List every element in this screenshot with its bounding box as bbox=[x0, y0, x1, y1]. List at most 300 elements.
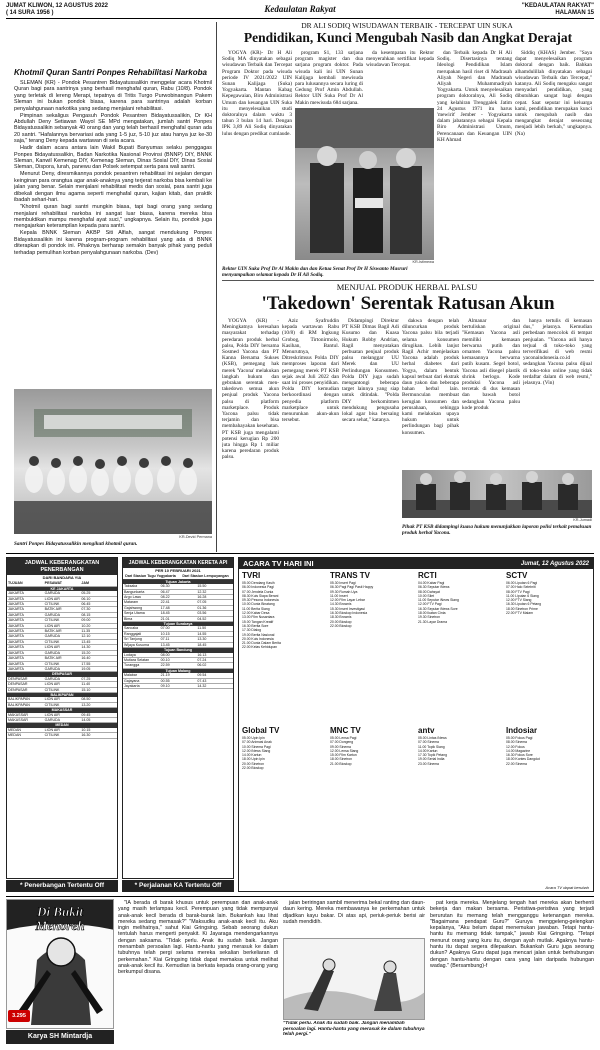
santri-group-illustration bbox=[14, 389, 212, 534]
flight-cell: BATIK AIR bbox=[44, 656, 62, 661]
story2-column bbox=[342, 318, 399, 550]
flight-cell: MEDAN bbox=[8, 727, 21, 732]
tv-program-item: 12.00 FTV Pagi bbox=[418, 602, 442, 607]
story1-paragraph: YOGYA (KR)- Dr H Ali Sodiq MA dinyatakan sebagai wisudawan Terbaik dan Tercepat Program Doktor pada wisuda periode IV 2021/2022 UIN Sunan Kalijaga (Suka) Yogyakarta. Mantan Kabag Kepegawaian, Biro Administrasi Umum dan keuangan UIN Suka itu menyelesaikan studi doktoralnya dalam waktu 3 tahun 3 bulan 14 hari. Dengan IPK 3,89 Ali Sodiq dinyatakan lulus dengan predikat cumlaude. bbox=[222, 50, 292, 137]
flight-cell: 05.25 bbox=[81, 591, 91, 596]
tv-program-item: 07.00 Jendela Dunia bbox=[242, 589, 274, 594]
tv-program-item: 12.00 FTV Siang bbox=[506, 598, 532, 603]
train-cell: 00.55 bbox=[160, 678, 170, 683]
flight-cell: JAKARTA bbox=[8, 612, 24, 617]
flight-cell: LION AIR bbox=[44, 596, 60, 601]
story2-column bbox=[523, 318, 592, 468]
javanese-date: ( 14 SURA 1956 ) bbox=[6, 10, 54, 16]
story2-paragraph: dakwa dengan telah diluncurkan produk Yacona palsu bila terjadi selama konsumen dirugikan. Lebih lanjut Ragil Achir menjelaskan Yacona adalah produk herbal diabetes dari Yogya, dalam bentuk kapsul terbuat dari ekstrak daun yakon dan beberapa bahan herbal lain. Bermunculan membuat kerugian konsumen dan perusahaan, sehingga kami melakukan upaya hukum untuk perlindungan bagi pihak konsumen. bbox=[402, 318, 459, 436]
story1-paragraph: da kesempatan itu Rektor menyerahkan sertifikat kepada wisudawan Tercepat. bbox=[366, 50, 434, 69]
train-cell: 09.54 bbox=[197, 673, 207, 678]
tv-program-item: 21.00 Dunia Dalam Berita bbox=[242, 641, 281, 646]
train-cell: 08.00 bbox=[160, 652, 170, 657]
train-schedule-table bbox=[123, 580, 233, 690]
story1-caption: Rektor UIN Suka Prof Dr Al Makin dan dan Ketua Senat Prof Dr H Siswanto Masruri menyampaikan selamat kepada Dr H Ali Sodiq. bbox=[222, 266, 408, 279]
train-cell: 18.45 bbox=[197, 642, 207, 647]
train-schedule-period: PER 10 FEBRUARI 2021 bbox=[155, 568, 201, 573]
train-cell: 16.13 bbox=[197, 652, 207, 657]
tv-program-item: 16.30 Bioskop Indonesia bbox=[330, 611, 368, 616]
flight-cell: 08.15 bbox=[81, 612, 91, 617]
flight-section-header: MAKASSAR bbox=[7, 708, 117, 712]
flight-cell: JAKARTA bbox=[8, 634, 24, 639]
tv-channel-block bbox=[330, 571, 414, 726]
tv-program-list bbox=[418, 581, 502, 624]
flight-cell: BALIKPAPAN bbox=[8, 697, 30, 702]
train-schedule-footer: * Perjalanan KA Tertentu Off bbox=[122, 880, 234, 892]
story1-column bbox=[437, 50, 512, 276]
train-cell: 06.47 bbox=[160, 589, 170, 594]
tv-program-item: 22.00 Bioskop bbox=[242, 766, 264, 771]
tv-program-item: 21.00 Bioskop bbox=[330, 761, 352, 766]
flight-cell: GARUDA bbox=[44, 666, 61, 671]
tv-program-item: 07.00 Animasi Anak bbox=[242, 740, 272, 745]
train-cell: 09.10 bbox=[160, 683, 170, 688]
serial-paragraph: jalan beriringan sambil menerima bekal ranting dan daun-daun kering. Mereka membawanya ke perkemahan untuk dijadikan kayu bakar. Di atas api, periuk-periuk berisi air sudah mendidih. bbox=[283, 900, 425, 925]
flight-cell: 10.20 bbox=[81, 623, 91, 628]
tv-program-item: 08.00 FTV Pagi bbox=[506, 589, 530, 594]
tv-program-item: 04.00 Kabar Pagi bbox=[418, 581, 445, 585]
flight-schedule-table bbox=[7, 581, 117, 738]
tv-channel-block bbox=[242, 726, 326, 881]
serial-paragraph: "IA berada di barak khusus untuk perempuan dan anak-anak yang masih terlampau kecil. Perempuan yang tidak mempunyai anak-anak kecil berada di barak-barak lain. Bukankah kau lihat mereka sedang memasak?" "Maksudku anak-anak kecil itu. Aku ingin melihatnya," sahut Kiai Gringsing. Sebab seorang dukun tentulah harus mengerti penyakit. Ki Jayaraga mendengarkannya dengan saksama. "Tidak perlu. Anak itu sudah baik. Jangan menambah persoalan lagi. Hantu-hantu yang merasuk ke dalam tubuhnya telah pergi selama mereka sekalian berkeliaran di perkemahan." Kiai Gringsing tidak dapat memaksa untuk melihat anak-anak kecil itu. Kemudian ia berkata kepada orang-orang yang berkumpul disana. bbox=[118, 900, 278, 976]
flight-cell: 14.30 bbox=[81, 645, 91, 650]
flight-column-header: PESAWAT bbox=[44, 581, 62, 586]
tv-channel-logo: TVRI bbox=[242, 571, 261, 580]
train-section-header: Tujuan Surabaya bbox=[123, 622, 233, 626]
flight-section-header: KE JAKARTA bbox=[7, 587, 117, 591]
flight-cell: 13.20 bbox=[81, 702, 91, 707]
flight-cell: JAKARTA bbox=[8, 650, 24, 655]
flight-cell: 10.15 bbox=[81, 727, 91, 732]
story2-paragraph: hanya tertulis di kemasan dus," jelasnya. Kemudian perbedaan mencolok di tempat penjualan. "Yacona asli hanya terjual di toko-toko yang terverifikasi di web resmi yaconaindonesia.co.id sedangkan Yacona palsu dijual di toko-toko online yang tidak terdaftar dalam di web resmi," jelasnya. (Vin) bbox=[523, 318, 592, 387]
train-cell: 07.43 bbox=[197, 678, 207, 683]
train-cell: Mutiara Selatan bbox=[124, 657, 150, 662]
train-cell: Bima bbox=[124, 616, 133, 621]
flight-cell: CITILINK bbox=[44, 602, 60, 607]
flight-cell: LION AIR bbox=[44, 623, 60, 628]
flight-cell: LION AIR bbox=[44, 712, 60, 717]
flight-cell: DENPASAR bbox=[8, 676, 28, 681]
train-cell: Bangunkarta bbox=[124, 589, 145, 594]
tv-program-item: 12.00 Film Layar Lebar bbox=[330, 598, 365, 603]
flight-cell: 08.50 bbox=[81, 697, 91, 702]
tv-channel-logo: antv bbox=[418, 726, 435, 735]
side-story-paragraph: Pimpinan sekaligus Pengasuh Pondok Pesantren Bidayatussalikin, Dr KH Abdullah Deny Setiawan Wayol SE MPd mengatakan, jumlah santri Ponpes Bidayatussalikin sebanyak 40 orang dan yang telah berhasil menghafal quran ada 20 santri. "Hafalannya bervariasi ada yang 1-5 juz, 5-10 juz atau hanya juz ke-30 saja," terang Deny kepada wartawan di sela acara. bbox=[14, 112, 212, 145]
flight-cell: 06.10 bbox=[81, 596, 91, 601]
flight-cell: 17.55 bbox=[81, 661, 91, 666]
tv-schedule-header bbox=[239, 558, 593, 569]
tv-program-item: 23.00 Sinema bbox=[418, 761, 439, 766]
train-cell: 12.32 bbox=[197, 589, 207, 594]
press-conference-illustration bbox=[402, 470, 592, 518]
tv-program-item: 06.30 Seputar iNews bbox=[418, 585, 450, 590]
tv-program-item: 05.00 Upin Ipin bbox=[242, 736, 265, 740]
train-cell: 15.50 bbox=[197, 584, 207, 589]
story2-photo-credit: KR-Jumadi bbox=[573, 518, 592, 522]
flight-cell: GARUDA bbox=[44, 717, 61, 722]
flight-cell: JAKARTA bbox=[8, 623, 24, 628]
tv-program-item: 21.30 Layar Drama bbox=[418, 619, 448, 624]
tv-program-item: 15.30 Insert Investigasi bbox=[330, 606, 365, 611]
side-story-paragraph: "Khotmil quran bagi santri mungkin biasa, tapi bagi orang yang sedang menjalani rehabilitasi narkoba ini sangat luar biasa, karena mereka bisa membuktikan mampu menghafal ayat suci," ungkapnya. Selain itu, pondok juga mengajarkan keterampilan kepada para santri. bbox=[14, 204, 212, 230]
train-cell: 14.55 bbox=[197, 631, 207, 636]
train-cell: 16.28 bbox=[197, 595, 207, 600]
train-cell: 07.11 bbox=[160, 637, 170, 642]
story2-column bbox=[282, 318, 339, 550]
tv-program-item: 10.00 Dunia Binatang bbox=[242, 602, 275, 607]
tv-channel-logo: Global TV bbox=[242, 726, 280, 735]
tv-program-item: 07.00 Halo Selebriti bbox=[506, 585, 536, 590]
tv-program-item: 10.00 Silet bbox=[418, 593, 435, 598]
scene-drawing bbox=[284, 939, 425, 1020]
tv-program-item: 05.00 Dendang Kasih bbox=[242, 581, 275, 585]
header-rule bbox=[6, 18, 594, 19]
tv-program-item: 20.00 Kuis Indonesia bbox=[242, 636, 274, 641]
tv-program-item: 05.00 Lintas iNews bbox=[418, 736, 447, 740]
flight-cell: 19.05 bbox=[81, 666, 91, 671]
tv-program-item: 06.30 Pagi Pagi Pasti Happy bbox=[330, 585, 374, 590]
masthead-logo: Kedaulatan Rakyat bbox=[264, 4, 336, 14]
side-story-paragraph: Menurut Deny, diresmikannya pondok pesantren rehabilitasi ini sejalan dengan keinginan para orangtua agar anak-anaknya yang terjerat narkoba bisa kembali ke jalan yang benar. Selain menjalani rehabilitasi medis dan sosial, para santri juga dibekali dengan ilmu agama seperti menghafal quran, kajian kitab, dan praktik ibadah sehari-hari. bbox=[14, 171, 212, 204]
train-cell: Sri Tanjung bbox=[124, 637, 142, 642]
tv-program-list bbox=[330, 736, 414, 766]
train-cell: 10.15 bbox=[160, 631, 170, 636]
side-story-photo bbox=[14, 389, 212, 534]
flight-cell: CITILINK bbox=[44, 661, 60, 666]
story-divider bbox=[222, 280, 594, 281]
train-cell: Argo Lawu bbox=[124, 595, 142, 600]
train-cell: 07.05 bbox=[197, 600, 207, 605]
side-story-photo-credit: KR-Devid Permana bbox=[179, 535, 212, 539]
tv-schedule-box bbox=[238, 557, 594, 892]
story2-paragraph: Didampingi Direktur PT KSB Dimas Bagil Adi Kusumo dan Kuasa Hukum Robby Andrian, Ragil menyatakan perbuatan penjual produk palsu melanggar UU Merek dan UU Perlindungan Konsumen. Polda DIY juga sudah mengantongi beberapa target lainnya yang siap untuk ditindak. "Polda DIY berkomitmen mendukung pengusaha lokal agar bisa bersaing secara sehat," katanya. bbox=[342, 318, 399, 424]
story1-paragraph: program S1, 133 sarjana program magister dan dua sarjana program doktor. Pada wisuda kali ini UIN Sunan Kalijaga kembali mewisuda para lulusannya secara luring di Gedung Prof Amin Abdullah. Rektor UIN Suka Prof Dr Al Makin mewisuda 684 sarjana. bbox=[295, 50, 363, 106]
flight-row bbox=[7, 733, 117, 738]
train-cell: Taksaka bbox=[124, 584, 138, 589]
flight-cell: 09.00 bbox=[81, 618, 91, 623]
story1-paragraph: Siddiq (KHAS) Jember. "Saya dapat menyelesaikan program doktoral dengan baik. Bahkan alhamdulillah dinyatakan sebagai wisudawan Terbaik dan Tercepat," katanya. Ali Sodiq mengaku sangat menyadari pendidikan, yang dibutuhkan sangat bagi dengan cepat. Saat seputar ini keluarga kami, pendidikan merupakan kunci untuk mengubah nasib dan mengangkat derajat seseorang menjadi lebih berkah," ungkapnya. (Na) bbox=[515, 50, 592, 137]
train-cell: 06.02 bbox=[197, 663, 207, 668]
flight-cell: GARUDA bbox=[44, 650, 61, 655]
story1-headline: Pendidikan, Kunci Mengubah Nasib dan Angkat Derajat bbox=[243, 30, 573, 45]
tv-program-item: 13.00 Film Nusantara bbox=[242, 615, 275, 620]
tv-program-item: 11.00 Seputar iNews Siang bbox=[418, 598, 459, 603]
flight-cell: JAKARTA bbox=[8, 596, 24, 601]
flight-cell: DENPASAR bbox=[8, 682, 28, 687]
serial-paragraph: pat kerja mereka. Menjelang tengah hari mereka akan berhenti bekerja dan makan bersama. Peristiwa-peristiwa yang terjadi berurutan itu memang telah mengganggu ketenangan mereka. "Bagaimana pendapat Guru?" Guruya menggeleng-gelengkan kepalanya, "Aku belum dapat menemukan jawaban. Tetapi hantu-hantu itu memang tidak tampak," jawab Kiai Gringsing. "Tetapi menurut orang yang kuru itu, dengan ayah mutlak. Agaknya hantu-hantu itu dapat segera dilepaskan. Bukankah Guru juga seorang dukun? Agaknya Guru dapat juga mencari jalan untuk berhubungan dengan hantu-hantu dengan cara yang lain daripada hubungan wadag." (Bersambung)-f bbox=[430, 900, 594, 969]
serial-title: Di Bukit Menoreh bbox=[35, 904, 85, 933]
flight-cell: MAKASSAR bbox=[8, 712, 28, 717]
flight-cell: JAKARTA bbox=[8, 645, 24, 650]
tv-channel-grid bbox=[239, 569, 593, 883]
train-cell: 13.45 bbox=[160, 642, 170, 647]
flight-cell: 14.05 bbox=[81, 717, 91, 722]
serial-episode-badge: 3.295 bbox=[8, 1010, 30, 1022]
flight-cell: LION AIR bbox=[44, 727, 60, 732]
serial-scene-illustration bbox=[283, 938, 425, 1020]
flight-schedule-subtitle: DARI BANDARA YIA bbox=[42, 575, 82, 580]
flight-cell: 15.10 bbox=[81, 687, 91, 692]
flight-cell: CITILINK bbox=[44, 702, 60, 707]
tv-program-item: 22.00 Bioskop bbox=[330, 623, 352, 628]
tv-program-item: 09.00 Sinema bbox=[330, 744, 351, 749]
flight-cell: 15.20 bbox=[81, 650, 91, 655]
tv-program-item: 17.30 Dialog bbox=[242, 628, 262, 633]
tv-program-item: 11.00 Berita Siang bbox=[242, 606, 270, 611]
side-story-caption: Santri Ponpes Bidayatussalikin mengikuti khotmil quran. bbox=[14, 541, 138, 547]
tv-program-item: 10.00 Sinema Pagi bbox=[242, 744, 271, 749]
flight-section-header: BALIKPAPAN bbox=[7, 693, 117, 697]
tv-program-item: 06.00 Liputan 6 Pagi bbox=[506, 581, 538, 585]
flight-cell: JAKARTA bbox=[8, 629, 24, 634]
train-cell: 22.41 bbox=[160, 600, 170, 605]
story1-column bbox=[366, 50, 434, 106]
tv-program-item: 14.00 Magazine bbox=[506, 748, 531, 753]
train-row bbox=[123, 684, 233, 689]
issue-date: JUMAT KLIWON, 12 AGUSTUS 2022 bbox=[6, 3, 109, 9]
side-story-paragraph: Hadir dalam acara antara lain Wakil Bupati Banyumas selaku penggagas Ponpes Bidayatussalikin, Badan Narkotika Nasional Provinsi (BNNP) DIY, BNNK Sleman, Kanwil Kemenag DIY, Kemenag Sleman, Dinas Sosial DIY, Dinas Sosial Sleman, Disporа, lurah, panewu dan Polsek setempat serta para wali santri. bbox=[14, 145, 212, 171]
tv-program-list bbox=[330, 581, 414, 628]
flight-schedule-title: JADWAL KEBERANGKATAN PENERBANGAN bbox=[7, 558, 117, 575]
train-schedule-box bbox=[122, 557, 234, 879]
flight-cell: JAKARTA bbox=[8, 618, 24, 623]
tv-program-list bbox=[242, 581, 326, 650]
flight-schedule-box bbox=[6, 557, 118, 879]
train-cell: 00.10 bbox=[160, 657, 170, 662]
tv-program-list bbox=[506, 736, 590, 766]
tv-program-item: 12.00 Lensa Siang bbox=[330, 748, 359, 753]
tv-program-item: 16.30 Berita Sore bbox=[242, 623, 269, 628]
flight-cell: MEDAN bbox=[8, 733, 21, 738]
train-cell: Wijaya Kusuma bbox=[124, 642, 149, 647]
serial-author: Karya SH Mintardja bbox=[6, 1030, 114, 1044]
story2-paragraph: YOGYA (KR) - Meningkatnya keresahan masyarakat terhadap peredaran produk herbal palsu, Polda DIY bersama Sosmed Yacona dan PT Kanna Bersama Sukses (KSB), pemegang hak merek 'Yacona' melakukan langkah hukum dan gebrakan serentak men-takedown semua akun penjual produk Yacona palsu di platform marketplace. Produk Yacona palsu tidak terjamin dan bisa membahayakan kesehatan. PT KSB juga mengalami potensi kerugian Rp 200 juta hingga Rp 1 miliar karena peredaran produk palsu. bbox=[222, 318, 279, 461]
flight-cell: MAKASSAR bbox=[8, 717, 28, 722]
tv-program-item: 14.00 Kartun bbox=[418, 748, 438, 753]
flight-cell: GARUDA bbox=[44, 612, 61, 617]
story2-photo bbox=[402, 470, 592, 518]
tv-program-item: 12.00 Fokus bbox=[506, 744, 525, 749]
tv-program-item: 15.00 Tangan Kreatif bbox=[242, 619, 274, 624]
story1-photo bbox=[295, 108, 434, 260]
tv-channel-logo: TRANS TV bbox=[330, 571, 370, 580]
tv-program-list bbox=[506, 581, 590, 615]
tv-program-list bbox=[242, 736, 326, 770]
tv-program-item: 09.30 Pesona Indonesia bbox=[242, 598, 279, 603]
train-cell: Jayakarta bbox=[124, 683, 140, 688]
flight-cell: JAKARTA bbox=[8, 656, 24, 661]
tv-channel-block bbox=[506, 726, 590, 881]
serial-column bbox=[118, 900, 278, 1044]
flight-cell: 06.45 bbox=[81, 602, 91, 607]
tv-program-item: 20.00 Bioskop bbox=[330, 619, 352, 624]
flight-cell: GARUDA bbox=[44, 591, 61, 596]
story2-kicker: MENJUAL PRODUK HERBAL PALSU bbox=[336, 282, 478, 292]
tv-program-item: 19.00 Serial India bbox=[418, 757, 445, 762]
flight-cell: 16.30 bbox=[81, 733, 91, 738]
tv-program-item: 18.00 Sinetron bbox=[330, 757, 353, 762]
tv-program-item: 07.00 Sinema bbox=[418, 740, 439, 745]
section-rule bbox=[6, 553, 594, 554]
flight-cell: JAKARTA bbox=[8, 607, 24, 612]
flight-cell: JAKARTA bbox=[8, 661, 24, 666]
tv-program-item: 22.00 Kelas Kehidupan bbox=[242, 645, 278, 650]
tv-schedule-footer: Acara TV dapat berubah bbox=[545, 885, 589, 890]
train-section-header: Tujuan Bandung bbox=[123, 648, 233, 652]
tv-program-item: 18.00 Upin Ipin bbox=[242, 757, 265, 762]
tv-program-item: 11.00 Liputan 6 Siang bbox=[506, 593, 539, 598]
train-cell: 22.59 bbox=[160, 663, 170, 668]
train-cell: Malabar bbox=[124, 673, 137, 678]
tv-program-item: 09.30 Rumah Uya bbox=[330, 589, 358, 594]
tv-channel-block bbox=[418, 571, 502, 726]
train-cell: Sancaka bbox=[124, 626, 138, 631]
tv-program-item: 20.00 Sinetron bbox=[242, 761, 265, 766]
tv-program-item: 18.00 Ikatan Cinta bbox=[418, 611, 446, 616]
station-tugu-label: Dari Stasiun Tugu Yogyakarta bbox=[125, 574, 176, 579]
train-cell: Senja Utama bbox=[124, 611, 145, 616]
flight-section-header: DENPASAR bbox=[7, 672, 117, 676]
flight-cell: BATIK AIR bbox=[44, 629, 62, 634]
serial-column bbox=[430, 900, 594, 1044]
train-cell: 06.30 bbox=[160, 584, 170, 589]
tv-program-item: 16.30 Seputar iNews Sore bbox=[418, 606, 458, 611]
tv-channel-logo: RCTI bbox=[418, 571, 437, 580]
tv-program-item: 08.00 Sinema bbox=[506, 740, 527, 745]
flight-cell: GARUDA bbox=[44, 634, 61, 639]
side-story-paragraph: SLEMAN (KR) - Pondok Pesantren Bidayatussalikin menggelar acara Khotmil Quran bagi para santrinya yang berhasil menghafal quran, Rabu (10/8). Pondok yang terletak di lereng Merapi, tepatnya di Tritis Turgo Purwobinangun Pakem Sleman ini bukan pondok biasa, karena para santrinya adalah korban penyalahgunaan narkotika yang sedang menjalani rehabilitasi. bbox=[14, 80, 212, 112]
tv-program-item: 22.00 Sinema bbox=[506, 761, 527, 766]
train-cell: 17.48 bbox=[160, 605, 170, 610]
side-story-paragraph: Kepala BNNK Sleman AKBP Siti Alfiah, sangat mendukung Ponpes Bidayatussalikin ini karena program-program rehabilitasi yang ada di BNNK diterapkan di pondok ini. Pihaknya berharap semakin banyak pihak yang peduli terhadap pemulihan korban penyalahgunaan narkoba. (Dev) bbox=[14, 230, 212, 256]
serial-caption: "Tidak perlu. Anak itu sudah baik. Jangan menambah persoalan lagi. Hantu-hantu yang merasuk ke dalam tubuhnya telah pergi." bbox=[283, 1021, 425, 1038]
flight-cell: JAKARTA bbox=[8, 666, 24, 671]
flight-cell: 12.10 bbox=[81, 634, 91, 639]
tv-channel-block bbox=[330, 726, 414, 881]
tv-program-item: 18.00 Kontes Dangdut bbox=[506, 757, 540, 762]
story2-column bbox=[222, 318, 279, 550]
train-cell: 21.19 bbox=[160, 673, 170, 678]
tv-program-item: 12.00 iNews Siang bbox=[242, 748, 271, 753]
flight-cell: CITILINK bbox=[44, 639, 60, 644]
train-cell: 18.45 bbox=[160, 611, 170, 616]
flight-column-header: JAM bbox=[81, 581, 89, 586]
story2-column bbox=[462, 318, 520, 468]
flight-column-header: TUJUAN bbox=[8, 581, 23, 586]
story2-column bbox=[402, 318, 459, 468]
flight-schedule-footer: * Penerbangan Tertentu Off bbox=[6, 880, 118, 892]
train-cell: Lodaya bbox=[124, 652, 136, 657]
story1-column bbox=[515, 50, 592, 276]
column-divider bbox=[216, 22, 217, 552]
page-number: HALAMAN 15 bbox=[555, 10, 594, 16]
train-cell: 08.22 bbox=[160, 595, 170, 600]
flight-cell: LION AIR bbox=[44, 697, 60, 702]
tv-program-item: 14.00 Kartun bbox=[242, 753, 262, 758]
flight-cell: 07.25 bbox=[81, 676, 91, 681]
flight-cell: BALIKPAPAN bbox=[8, 702, 30, 707]
flight-cell: JAKARTA bbox=[8, 602, 24, 607]
tv-channel-block bbox=[418, 726, 502, 881]
side-story-body bbox=[14, 80, 212, 385]
flight-cell: 11.40 bbox=[81, 682, 91, 687]
paper-name: "KEDAULATAN RAKYAT" bbox=[521, 3, 594, 9]
flight-cell: 13.45 bbox=[81, 639, 91, 644]
train-cell: 14.32 bbox=[197, 683, 207, 688]
tv-program-item: 07.00 Dongeng bbox=[330, 740, 354, 745]
train-cell: Turangga bbox=[124, 663, 140, 668]
tv-channel-logo: Indosiar bbox=[506, 726, 538, 735]
side-story-title: Khotmil Quran Santri Ponpes Rehabilitasi Narkoba bbox=[14, 68, 207, 77]
tv-program-item: 06.00 Indonesia Pagi bbox=[242, 585, 274, 590]
train-cell: 07.00 bbox=[160, 626, 170, 631]
train-cell: 11.50 bbox=[197, 626, 207, 631]
train-cell: 01.36 bbox=[197, 605, 207, 610]
story2-paragraph: Almanar dan bertuliskan original "Kemasan Yacona asli memiliki kemasan berwarna putih dan ornamen Yacona palsu kemasannya berwarna putih kusam. Segel botol, Yacona asli disegel plastik shrink berlogo. Kode produksi Yacona asli tercetak di dus kemasan dan bawah botol sedangkan Yacona palsu kode produk bbox=[462, 318, 520, 411]
flight-cell: GARUDA bbox=[44, 676, 61, 681]
tv-program-item: 08.30 Kuis Siapa Berani bbox=[242, 593, 279, 598]
story2-caption: Pihak PT KSB didampingi kuasa hukum menunjukkan laporan polisi terkait pemalsuan produk herbal Yacona. bbox=[402, 524, 592, 537]
flight-section-header: MEDAN bbox=[7, 723, 117, 727]
tv-program-item: 08.00 Dahsyat bbox=[418, 589, 440, 594]
tv-program-item: 18.00 Sinetron Prime bbox=[506, 606, 538, 611]
story2-headline: 'Takedown' Serentak Ratusan Akun bbox=[261, 293, 555, 314]
flight-cell: 07.30 bbox=[81, 607, 91, 612]
tv-program-item: 05.30 Insert Pagi bbox=[330, 581, 356, 585]
flight-cell: JAKARTA bbox=[8, 639, 24, 644]
flight-cell: JAKARTA bbox=[8, 591, 24, 596]
tv-channel-block bbox=[506, 571, 590, 726]
tv-program-item: 17.30 Topik Petang bbox=[418, 753, 447, 758]
tv-program-item: 14.30 Brownis bbox=[330, 602, 352, 607]
flight-cell: 09.45 bbox=[81, 712, 91, 717]
tv-program-item: 16.30 Liputan 6 Petang bbox=[506, 602, 542, 607]
train-cell: 21.01 bbox=[160, 616, 170, 621]
tv-program-item: 19.00 Berita Nasional bbox=[242, 632, 275, 637]
tv-program-item: 15.00 Film Kartun bbox=[330, 753, 357, 758]
graduation-ceremony-illustration bbox=[295, 108, 434, 260]
station-lempuyangan-label: Dari Stasiun Lempuyangan bbox=[182, 574, 229, 579]
tv-channel-block bbox=[242, 571, 326, 726]
tv-program-item: 05.00 Fokus Pagi bbox=[506, 736, 533, 740]
tv-schedule-title: ACARA TV HARI INI bbox=[243, 559, 314, 568]
story1-column bbox=[295, 50, 363, 106]
train-cell: 07.24 bbox=[197, 657, 207, 662]
tv-program-item: 16.30 Fokus Sore bbox=[506, 753, 533, 758]
flight-cell: LION AIR bbox=[44, 682, 60, 687]
train-section-header: Tujuan Jakarta bbox=[123, 580, 233, 584]
tv-program-item: 22.00 FTV Malam bbox=[506, 611, 533, 616]
tv-program-item: 12.00 Kabar Desa bbox=[242, 611, 270, 616]
flight-cell: CITILINK bbox=[44, 733, 60, 738]
train-cell: 13.30 bbox=[197, 637, 207, 642]
train-cell: 04.52 bbox=[197, 616, 207, 621]
flight-cell: LION AIR bbox=[44, 645, 60, 650]
serial-column bbox=[283, 900, 425, 936]
section-rule bbox=[6, 896, 594, 897]
tv-program-item: 18.30 Brownis bbox=[330, 615, 352, 620]
train-cell: Gajahwong bbox=[124, 605, 143, 610]
train-cell: Ranggajati bbox=[124, 631, 142, 636]
flight-cell: 11.35 bbox=[81, 629, 91, 634]
tv-channel-logo: SCTV bbox=[506, 571, 528, 580]
train-cell: 03.56 bbox=[197, 611, 207, 616]
